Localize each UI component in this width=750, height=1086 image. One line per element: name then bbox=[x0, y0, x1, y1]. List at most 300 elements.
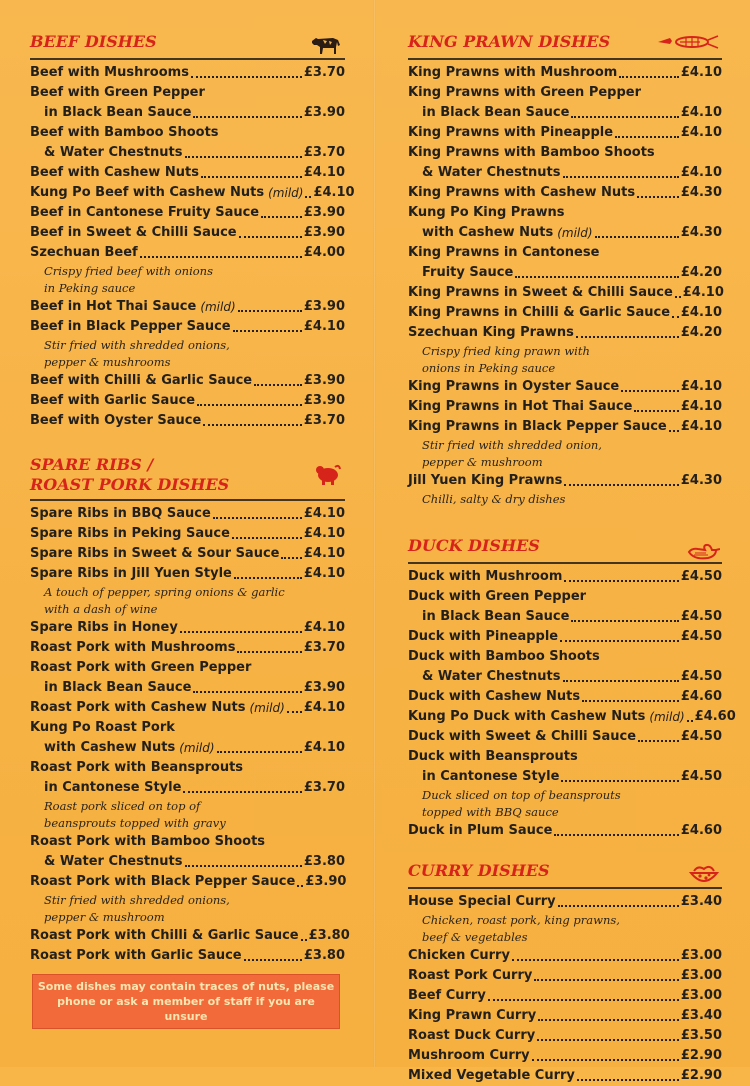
dish-price: £4.50 bbox=[680, 769, 722, 784]
dish-description: Roast pork sliced on top of bbox=[44, 799, 201, 813]
dish-name: Roast Pork Curry bbox=[408, 968, 533, 983]
menu-item bbox=[408, 303, 722, 323]
dish-description: Crispy fried king prawn with bbox=[422, 344, 590, 358]
pork-section bbox=[30, 455, 350, 966]
menu-item bbox=[408, 567, 722, 587]
beef-section bbox=[30, 32, 355, 431]
dish-row bbox=[408, 1026, 722, 1046]
dish-name-line: Kung Po King Prawns bbox=[408, 205, 565, 220]
menu-item bbox=[408, 587, 722, 627]
dish-price: £3.00 bbox=[680, 948, 722, 963]
dish-note: (mild) bbox=[557, 226, 593, 240]
dish-row bbox=[30, 317, 345, 337]
dish-price: £4.10 bbox=[680, 165, 722, 180]
curry-section bbox=[408, 861, 722, 1086]
dish-row bbox=[30, 203, 345, 223]
leader-dots bbox=[576, 336, 679, 338]
leader-dots bbox=[564, 580, 678, 582]
right-column bbox=[408, 28, 736, 1086]
leader-dots bbox=[563, 176, 679, 178]
menu-item bbox=[30, 83, 345, 123]
dish-name: Mixed Vegetable Curry bbox=[408, 1068, 575, 1083]
dish-name: Fruity Sauce bbox=[422, 265, 514, 280]
menu-item bbox=[408, 946, 722, 966]
dish-note: (mild) bbox=[179, 741, 215, 755]
dish-row bbox=[30, 103, 345, 123]
dish-row bbox=[408, 1046, 722, 1066]
dish-description: with a dash of wine bbox=[44, 602, 158, 616]
notice-line: Some dishes may contain traces of nuts, please bbox=[37, 980, 335, 993]
dish-price: £3.80 bbox=[308, 928, 350, 943]
dish-row bbox=[408, 687, 722, 707]
dish-name: Beef with Cashew Nuts bbox=[30, 165, 199, 180]
dish-name-line: Roast Pork with Beansprouts bbox=[30, 760, 244, 775]
item-list bbox=[408, 63, 722, 508]
menu-item bbox=[30, 317, 345, 371]
dish-price: £4.50 bbox=[680, 669, 722, 684]
leader-dots bbox=[185, 865, 302, 867]
menu-item bbox=[408, 83, 722, 123]
section-rule bbox=[408, 562, 722, 564]
menu-item bbox=[408, 647, 722, 687]
dish-name: & Water Chestnuts bbox=[44, 145, 183, 160]
menu-item bbox=[30, 243, 345, 297]
menu-item bbox=[408, 821, 722, 841]
menu-item bbox=[30, 163, 345, 183]
menu-item bbox=[408, 687, 722, 707]
item-list bbox=[30, 63, 355, 431]
section-header bbox=[30, 455, 345, 499]
menu-item bbox=[408, 183, 722, 203]
dish-name: King Prawns in Sweet & Chilli Sauce bbox=[408, 285, 673, 300]
leader-dots bbox=[234, 577, 302, 579]
dish-row bbox=[30, 223, 345, 243]
menu-item bbox=[30, 63, 345, 83]
dish-price: £4.00 bbox=[303, 245, 345, 260]
leader-dots bbox=[634, 410, 678, 412]
dish-name: King Prawn Curry bbox=[408, 1008, 537, 1023]
dish-price: £3.90 bbox=[305, 874, 347, 889]
leader-dots bbox=[571, 620, 678, 622]
dish-name: with Cashew Nuts bbox=[422, 225, 554, 240]
menu-item bbox=[408, 892, 722, 946]
dish-name: with Cashew Nuts bbox=[44, 740, 176, 755]
dish-row bbox=[408, 1006, 722, 1026]
prawn-section bbox=[408, 32, 722, 508]
menu-item bbox=[30, 183, 355, 203]
leader-dots bbox=[638, 740, 679, 742]
leader-dots bbox=[512, 959, 679, 961]
leader-dots bbox=[233, 330, 302, 332]
menu-item bbox=[408, 143, 722, 183]
dish-price: £4.50 bbox=[680, 729, 722, 744]
dish-name: Mushroom Curry bbox=[408, 1048, 530, 1063]
lobster-icon bbox=[656, 32, 720, 56]
left-column bbox=[30, 28, 355, 1029]
leader-dots bbox=[287, 711, 302, 713]
leader-dots bbox=[297, 885, 303, 887]
section-title bbox=[30, 455, 345, 495]
dish-price: £3.70 bbox=[303, 413, 345, 428]
menu-item bbox=[30, 223, 345, 243]
leader-dots bbox=[621, 390, 679, 392]
dish-price: £3.90 bbox=[303, 225, 345, 240]
dish-price: £4.50 bbox=[680, 609, 722, 624]
dish-name: Beef with Garlic Sauce bbox=[30, 393, 196, 408]
dish-row bbox=[408, 471, 722, 491]
leader-dots bbox=[213, 517, 302, 519]
dish-name: King Prawns with Cashew Nuts bbox=[408, 185, 636, 200]
dish-name: Jill Yuen King Prawns bbox=[408, 473, 563, 488]
menu-item bbox=[30, 658, 345, 698]
dish-row bbox=[408, 323, 722, 343]
leader-dots bbox=[193, 691, 301, 693]
notice-line: phone or ask a member of staff if you are unsure bbox=[57, 995, 315, 1023]
dish-price: £4.10 bbox=[303, 740, 345, 755]
dish-name: Beef Curry bbox=[408, 988, 486, 1003]
dish-name: King Prawns with Mushroom bbox=[408, 65, 618, 80]
menu-item bbox=[30, 123, 345, 163]
menu-item bbox=[30, 544, 345, 564]
dish-row bbox=[30, 143, 345, 163]
dish-row bbox=[408, 966, 722, 986]
dish-description: Stir fried with shredded onion, bbox=[422, 438, 602, 452]
dish-name: King Prawns in Hot Thai Sauce bbox=[408, 399, 633, 414]
leader-dots bbox=[305, 196, 311, 198]
dish-price: £3.70 bbox=[303, 640, 345, 655]
leader-dots bbox=[197, 404, 302, 406]
menu-item bbox=[30, 618, 345, 638]
menu-item bbox=[30, 411, 345, 431]
menu-item bbox=[408, 377, 722, 397]
dish-row bbox=[30, 297, 345, 317]
dish-row bbox=[30, 524, 345, 544]
dish-name: Roast Pork with Garlic Sauce bbox=[30, 948, 242, 963]
leader-dots bbox=[538, 1019, 679, 1021]
menu-item bbox=[408, 283, 722, 303]
dish-price: £4.60 bbox=[680, 689, 722, 704]
dish-row bbox=[408, 946, 722, 966]
dish-note: (mild) bbox=[649, 710, 685, 724]
dish-price: £3.00 bbox=[680, 968, 722, 983]
dish-price: £3.80 bbox=[303, 948, 345, 963]
dish-name: Beef in Cantonese Fruity Sauce bbox=[30, 205, 260, 220]
leader-dots bbox=[203, 424, 302, 426]
dish-row bbox=[30, 872, 345, 892]
leader-dots bbox=[140, 256, 302, 258]
leader-dots bbox=[672, 316, 679, 318]
dish-name-line: Duck with Green Pepper bbox=[408, 589, 587, 604]
menu-item bbox=[408, 1026, 722, 1046]
leader-dots bbox=[201, 176, 302, 178]
dish-name: Spare Ribs in BBQ Sauce bbox=[30, 506, 211, 521]
dish-name: Kung Po Beef with Cashew Nuts bbox=[30, 185, 265, 200]
menu-item bbox=[408, 1006, 722, 1026]
dish-price: £4.10 bbox=[303, 526, 345, 541]
dish-price: £3.90 bbox=[303, 373, 345, 388]
section-header bbox=[408, 32, 722, 58]
dish-row bbox=[408, 567, 722, 587]
dish-name: Duck in Plum Sauce bbox=[408, 823, 553, 838]
dish-row bbox=[30, 638, 345, 658]
dish-price: £4.50 bbox=[680, 629, 722, 644]
dish-row bbox=[408, 377, 722, 397]
menu-item bbox=[408, 1046, 722, 1066]
leader-dots bbox=[180, 631, 302, 633]
menu-item bbox=[30, 718, 345, 758]
dish-name: in Black Bean Sauce bbox=[422, 609, 570, 624]
dish-price: £3.90 bbox=[303, 205, 345, 220]
dish-name: Chicken Curry bbox=[408, 948, 510, 963]
menu-item bbox=[30, 698, 345, 718]
dish-price: £4.10 bbox=[680, 305, 722, 320]
dish-name: Roast Pork with Cashew Nuts bbox=[30, 700, 246, 715]
dish-name: King Prawns in Chilli & Garlic Sauce bbox=[408, 305, 671, 320]
dish-name: Kung Po Duck with Cashew Nuts bbox=[408, 709, 646, 724]
dish-name: Duck with Cashew Nuts bbox=[408, 689, 581, 704]
leader-dots bbox=[217, 751, 302, 753]
item-list bbox=[30, 504, 350, 966]
leader-dots bbox=[615, 136, 679, 138]
leader-dots bbox=[595, 236, 679, 238]
dish-row bbox=[408, 103, 722, 123]
dish-price: £3.70 bbox=[303, 65, 345, 80]
dish-row bbox=[30, 946, 345, 966]
dish-row bbox=[30, 698, 345, 718]
dish-description: beef & vegetables bbox=[422, 930, 528, 944]
dish-row bbox=[408, 183, 722, 203]
dish-name: House Special Curry bbox=[408, 894, 556, 909]
dish-name: Spare Ribs in Honey bbox=[30, 620, 178, 635]
dish-price: £4.10 bbox=[303, 620, 345, 635]
nut-allergy-notice bbox=[32, 974, 340, 1029]
dish-name: in Black Bean Sauce bbox=[44, 105, 192, 120]
dish-row bbox=[408, 727, 722, 747]
dish-row bbox=[30, 618, 345, 638]
dish-row bbox=[30, 564, 345, 584]
dish-name: Beef with Chilli & Garlic Sauce bbox=[30, 373, 253, 388]
pig-icon bbox=[313, 461, 343, 491]
dish-price: £3.70 bbox=[303, 780, 345, 795]
item-list bbox=[408, 567, 736, 841]
leader-dots bbox=[239, 236, 302, 238]
dish-row bbox=[408, 667, 722, 687]
menu-item bbox=[30, 832, 345, 872]
dish-price: £3.90 bbox=[303, 393, 345, 408]
dish-row bbox=[30, 63, 345, 83]
dish-description: A touch of pepper, spring onions & garlic bbox=[44, 585, 285, 599]
dish-name-line: Beef with Green Pepper bbox=[30, 85, 205, 100]
menu-item bbox=[408, 707, 736, 727]
menu-item bbox=[408, 966, 722, 986]
dish-name-line: Beef with Bamboo Shoots bbox=[30, 125, 219, 140]
leader-dots bbox=[237, 651, 301, 653]
dish-description: pepper & mushrooms bbox=[44, 355, 171, 369]
dish-name: Roast Pork with Black Pepper Sauce bbox=[30, 874, 296, 889]
dish-price: £4.10 bbox=[303, 165, 345, 180]
menu-item bbox=[30, 391, 345, 411]
dish-row bbox=[408, 283, 722, 303]
dish-row bbox=[30, 544, 345, 564]
dish-description: in Peking sauce bbox=[44, 281, 136, 295]
dish-name: in Cantonese Style bbox=[44, 780, 182, 795]
dish-description: beansprouts topped with gravy bbox=[44, 816, 226, 830]
dish-price: £3.00 bbox=[680, 988, 722, 1003]
leader-dots bbox=[637, 196, 679, 198]
leader-dots bbox=[488, 999, 679, 1001]
dish-price: £4.10 bbox=[680, 125, 722, 140]
leader-dots bbox=[232, 537, 302, 539]
dish-price: £4.30 bbox=[680, 185, 722, 200]
menu-item bbox=[408, 1066, 722, 1086]
dish-name: Duck with Mushroom bbox=[408, 569, 563, 584]
menu-item bbox=[30, 926, 350, 946]
dish-row bbox=[30, 778, 345, 798]
dish-price: £4.10 bbox=[303, 700, 345, 715]
leader-dots bbox=[532, 1059, 679, 1061]
dish-name: Spare Ribs in Sweet & Sour Sauce bbox=[30, 546, 280, 561]
dish-row bbox=[408, 163, 722, 183]
dish-price: £4.10 bbox=[680, 379, 722, 394]
menu-item bbox=[408, 471, 722, 508]
dish-note: (mild) bbox=[249, 701, 285, 715]
dish-row bbox=[408, 767, 722, 787]
section-rule bbox=[408, 58, 722, 60]
menu-item bbox=[408, 986, 722, 1006]
leader-dots bbox=[675, 296, 681, 298]
dish-price: £4.10 bbox=[680, 105, 722, 120]
dish-price: £4.20 bbox=[680, 325, 722, 340]
dish-name: King Prawns in Oyster Sauce bbox=[408, 379, 620, 394]
section-header bbox=[30, 32, 345, 58]
dish-name: Duck with Pineapple bbox=[408, 629, 559, 644]
dish-name: & Water Chestnuts bbox=[44, 854, 183, 869]
menu-item bbox=[30, 371, 345, 391]
dish-note: (mild) bbox=[200, 300, 236, 314]
leader-dots bbox=[571, 116, 678, 118]
menu-item bbox=[30, 758, 345, 832]
dish-name: & Water Chestnuts bbox=[422, 669, 561, 684]
dish-row bbox=[408, 986, 722, 1006]
dish-name: Beef in Hot Thai Sauce bbox=[30, 299, 197, 314]
dish-name: in Black Bean Sauce bbox=[422, 105, 570, 120]
dish-row bbox=[408, 1066, 722, 1086]
dish-row bbox=[408, 417, 722, 437]
menu-item bbox=[408, 397, 722, 417]
section-title: DUCK DISHES bbox=[408, 536, 540, 555]
dish-name: in Cantonese Style bbox=[422, 769, 560, 784]
dish-row bbox=[408, 63, 722, 83]
dish-price: £4.30 bbox=[680, 225, 722, 240]
dish-price: £4.60 bbox=[694, 709, 736, 724]
dish-description: onions in Peking sauce bbox=[422, 361, 556, 375]
section-title-line: ROAST PORK DISHES bbox=[30, 475, 230, 494]
dish-row bbox=[408, 397, 722, 417]
dish-row bbox=[30, 678, 345, 698]
dish-row bbox=[30, 163, 345, 183]
menu-item bbox=[408, 123, 722, 143]
leader-dots bbox=[191, 76, 302, 78]
dish-price: £2.90 bbox=[680, 1068, 722, 1083]
leader-dots bbox=[582, 700, 679, 702]
dish-name: King Prawns with Pineapple bbox=[408, 125, 614, 140]
leader-dots bbox=[183, 791, 301, 793]
leader-dots bbox=[238, 310, 302, 312]
menu-item bbox=[408, 323, 722, 377]
section-rule bbox=[30, 499, 345, 501]
dish-price: £3.90 bbox=[303, 299, 345, 314]
menu-item bbox=[408, 203, 722, 243]
dish-row bbox=[408, 627, 722, 647]
leader-dots bbox=[561, 780, 678, 782]
menu-item bbox=[408, 627, 722, 647]
dish-name: Roast Pork with Mushrooms bbox=[30, 640, 236, 655]
section-title: KING PRAWN DISHES bbox=[408, 32, 611, 51]
dish-name-line: King Prawns with Green Pepper bbox=[408, 85, 641, 100]
dish-row bbox=[408, 123, 722, 143]
dish-description: Duck sliced on top of beansprouts bbox=[422, 788, 621, 802]
dish-name: Beef with Mushrooms bbox=[30, 65, 189, 80]
dish-name: Roast Duck Curry bbox=[408, 1028, 536, 1043]
dish-price: £3.70 bbox=[303, 145, 345, 160]
leader-dots bbox=[563, 680, 679, 682]
section-rule bbox=[408, 887, 722, 889]
section-header bbox=[408, 861, 722, 887]
dish-price: £4.10 bbox=[313, 185, 355, 200]
dish-price: £3.40 bbox=[680, 1008, 722, 1023]
menu-item bbox=[30, 203, 345, 223]
dish-note: (mild) bbox=[268, 186, 304, 200]
dish-row bbox=[408, 223, 722, 243]
leader-dots bbox=[301, 939, 307, 941]
leader-dots bbox=[261, 216, 302, 218]
dish-price: £4.20 bbox=[680, 265, 722, 280]
dish-name: Beef in Sweet & Chilli Sauce bbox=[30, 225, 237, 240]
dish-name-line: King Prawns with Bamboo Shoots bbox=[408, 145, 655, 160]
dish-description: pepper & mushroom bbox=[44, 910, 165, 924]
dish-price: £4.10 bbox=[680, 65, 722, 80]
menu-item bbox=[408, 63, 722, 83]
dish-name-line: King Prawns in Cantonese bbox=[408, 245, 600, 260]
dish-price: £4.60 bbox=[680, 823, 722, 838]
dish-price: £4.10 bbox=[303, 566, 345, 581]
dish-row bbox=[30, 371, 345, 391]
item-list bbox=[408, 892, 722, 1086]
dish-price: £3.90 bbox=[303, 680, 345, 695]
dish-description: Chilli, salty & dry dishes bbox=[422, 492, 566, 506]
dish-price: £4.30 bbox=[680, 473, 722, 488]
section-title-line: SPARE RIBS / bbox=[30, 455, 154, 474]
dish-row bbox=[408, 892, 722, 912]
dish-row bbox=[30, 926, 350, 946]
dish-description: Crispy fried beef with onions bbox=[44, 264, 213, 278]
page-fold bbox=[373, 0, 376, 1067]
dish-description: topped with BBQ sauce bbox=[422, 805, 559, 819]
menu-item bbox=[30, 872, 345, 926]
dish-price: £4.10 bbox=[303, 319, 345, 334]
menu-item bbox=[30, 564, 345, 618]
dish-description: pepper & mushroom bbox=[422, 455, 543, 469]
menu-item bbox=[30, 504, 345, 524]
dish-row bbox=[408, 607, 722, 627]
dish-row bbox=[30, 391, 345, 411]
dish-price: £4.10 bbox=[303, 506, 345, 521]
dish-name: Beef in Black Pepper Sauce bbox=[30, 319, 231, 334]
dish-name-line: Roast Pork with Bamboo Shoots bbox=[30, 834, 266, 849]
leader-dots bbox=[515, 276, 679, 278]
menu-item bbox=[408, 727, 722, 747]
dish-row bbox=[30, 504, 345, 524]
